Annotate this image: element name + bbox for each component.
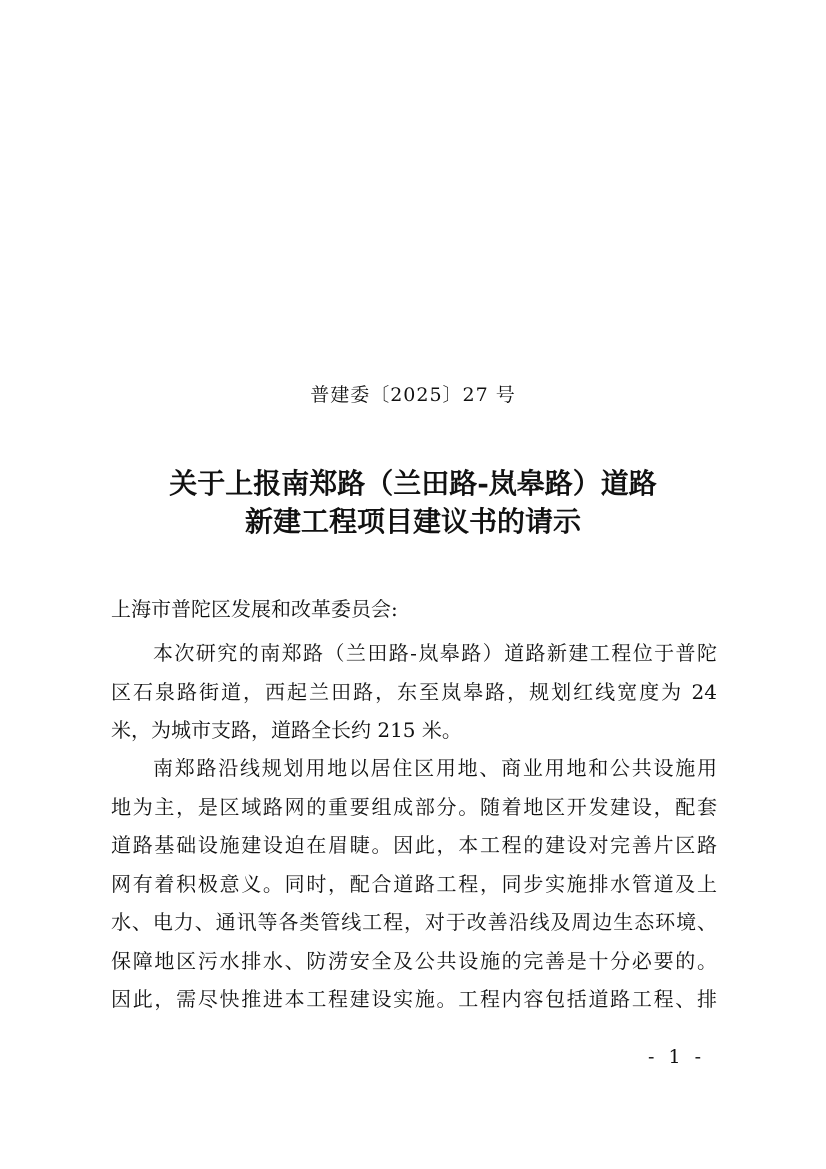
paragraph-line: 网有着积极意义。同时，配合道路工程，同步实施排水管道及上 xyxy=(111,871,717,896)
title-line: 新建工程项目建议书的请示 xyxy=(244,505,581,538)
document-title xyxy=(80,465,746,541)
paragraph xyxy=(111,749,717,1019)
paragraph-line: 保障地区污水排水、防涝安全及公共设施的完善是十分必要的。 xyxy=(111,948,717,973)
addressee: 上海市普陀区发展和改革委员会: xyxy=(111,597,398,621)
page-number: - 1 - xyxy=(648,1046,706,1068)
paragraph-line: 地为主，是区域路网的重要组成部分。随着地区开发建设，配套 xyxy=(111,794,717,819)
paragraph-line: 水、电力、通讯等各类管线工程，对于改善沿线及周边生态环境、 xyxy=(111,910,717,934)
paragraph-line: 本次研究的南郑路（兰田路-岚皋路）道路新建工程位于普陀 xyxy=(153,641,717,665)
paragraph-line: 米，为城市支路，道路全长约 215 米。 xyxy=(111,718,462,742)
paragraph-line: 因此，需尽快推进本工程建设实施。工程内容包括道路工程、排 xyxy=(111,987,717,1011)
paragraph xyxy=(111,634,717,750)
document-number: 普建委〔2025〕27 号 xyxy=(310,384,516,406)
paragraph-line: 南郑路沿线规划用地以居住区用地、商业用地和公共设施用 xyxy=(153,756,717,780)
paragraph-line: 道路基础设施建设迫在眉睫。因此，本工程的建设对完善片区路 xyxy=(111,833,717,857)
title-line: 关于上报南郑路（兰田路-岚皋路）道路 xyxy=(169,467,657,500)
paragraph-line: 区石泉路街道，西起兰田路，东至岚皋路，规划红线宽度为 24 xyxy=(111,679,717,704)
